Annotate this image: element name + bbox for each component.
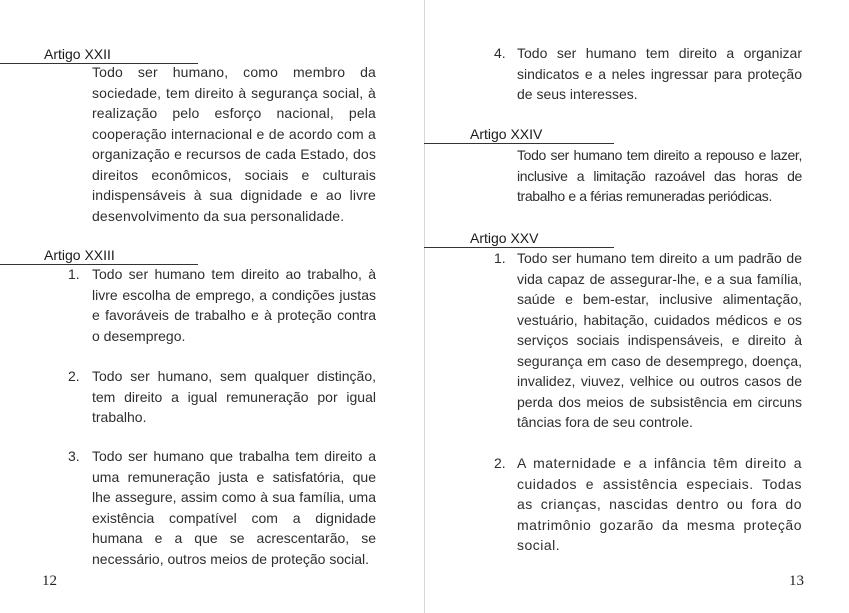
article-23-item-3-number: 3. bbox=[68, 448, 80, 464]
book-spine bbox=[424, 0, 425, 613]
article-24-title: Artigo XXIV bbox=[470, 126, 543, 142]
article-23-item-4-text: Todo ser humano tem direito a organizar sindicatos e a neles ingressar para proteção de seus interesses. bbox=[517, 45, 802, 102]
article-23-item-3-text: Todo ser humano que trabalha tem direito a uma remuneração justa e satisfatória, que lhe assegure, assim como à sua família, uma existência compatível com a dignidade humana e a que se acrescentarão, se necessário, outros meios de proteção social. bbox=[92, 448, 376, 567]
article-22-title: Artigo XXII bbox=[44, 46, 111, 62]
article-23-title: Artigo XXIII bbox=[44, 247, 115, 263]
article-23-item-1-number: 1. bbox=[68, 266, 80, 282]
article-23-item-2-number: 2. bbox=[68, 368, 80, 384]
article-24-text: Todo ser humano tem direito a repouso e lazer, inclusive a limitação razoável das horas de trabalho e a férias remuneradas periódicas. bbox=[517, 147, 802, 204]
page-number-left: 12 bbox=[42, 573, 57, 589]
page-number-right: 13 bbox=[789, 573, 804, 589]
article-22-text: Todo ser humano, como membro da sociedade, tem direito à segurança social, à realização pelo esforço nacional, pela cooperação internacional e de acordo com a organização e recursos de cada Estado, dos direitos econômicos, sociais e culturais indispensáveis à sua dignidade e ao livre desenvolvimento da sua personalidade. bbox=[92, 64, 376, 224]
article-23-item-4-number: 4. bbox=[494, 45, 506, 61]
heading-rule bbox=[424, 143, 614, 144]
article-23-item-1-text: Todo ser humano tem direito ao trabalho, à livre escolha de emprego, a condições justas e favoráveis de trabalho e à proteção contra o desemprego. bbox=[92, 266, 376, 344]
article-25-item-1-number: 1. bbox=[494, 250, 506, 266]
article-25-item-2-number: 2. bbox=[494, 455, 506, 471]
article-25-item-2-text: A maternidade e a infância têm direito a cuidados e assistência especiais. Todas as crianças, nascidas dentro ou fora do matrimônio gozarão da mesma proteção social. bbox=[517, 455, 802, 553]
article-23-item-2-text: Todo ser humano, sem qualquer distinção, tem direito a igual remuneração por igual trabalho. bbox=[92, 368, 376, 425]
article-25-title: Artigo XXV bbox=[470, 230, 539, 246]
article-25-item-1-text: Todo ser humano tem direito a um padrão de vida capaz de assegurar-lhe, e a sua família, saúde e bem-estar, inclusive alimentação, vestuário, habitação, cuidados médicos e os serviços sociais indispensáveis, e direito à segurança em caso de desemprego, doença, invalidez, viuvez, velhice ou outros casos de perda dos meios de subsistência em circuns tâncias fora de seu controle. bbox=[517, 250, 802, 430]
